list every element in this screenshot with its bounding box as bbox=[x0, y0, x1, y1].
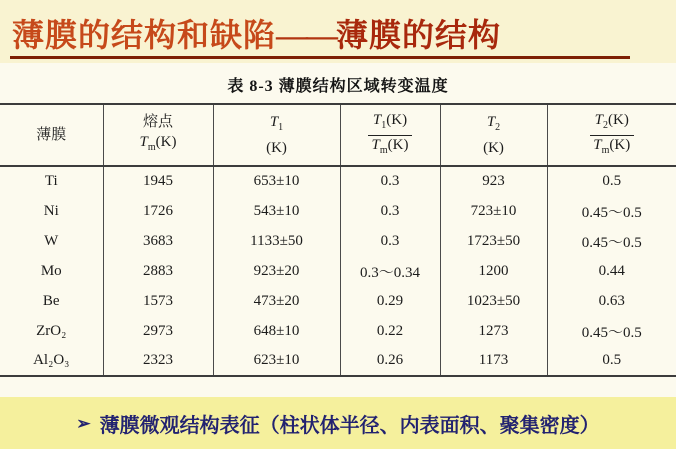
slide-title-dash: —— bbox=[276, 17, 337, 53]
cell-t1-ratio: 0.3 bbox=[340, 196, 440, 226]
cell-film: Ni bbox=[43, 202, 59, 219]
cell-tm: 2323 bbox=[103, 346, 213, 376]
film-structure-table bbox=[0, 103, 676, 377]
header-film: 薄膜 bbox=[36, 127, 67, 143]
table-row bbox=[0, 226, 676, 256]
header-t1-tm-ratio bbox=[340, 104, 440, 166]
cell-film: Be bbox=[42, 292, 60, 309]
cell-tm: 1726 bbox=[103, 196, 213, 226]
cell-film: Ti bbox=[44, 173, 58, 189]
cell-film: ZrO₂ bbox=[36, 322, 67, 339]
cell-t2: 723±10 bbox=[440, 196, 547, 226]
title-underline bbox=[10, 56, 630, 59]
t1-tm-fraction: $\frac{T_1(K)}{T_m(K)}$ bbox=[368, 112, 412, 159]
cell-t2-ratio: 0.5 bbox=[547, 346, 676, 376]
bottom-bullet-text: 薄膜微观结构表征（柱状体半径、内表面积、聚集密度） bbox=[99, 414, 600, 437]
cell-t1: 473±20 bbox=[213, 286, 340, 316]
table-row bbox=[0, 316, 676, 346]
cell-t1: 1133±50 bbox=[213, 226, 340, 256]
cell-tm: 1945 bbox=[103, 166, 213, 196]
cell-t1: 648±10 bbox=[213, 316, 340, 346]
cell-film: Al₂O₃ bbox=[33, 352, 70, 368]
cell-t2: 1173 bbox=[440, 346, 547, 376]
header-t2-tm-ratio bbox=[547, 104, 676, 166]
table-row bbox=[0, 286, 676, 316]
cell-film: W bbox=[44, 232, 59, 249]
cell-t1-ratio: 0.29 bbox=[340, 286, 440, 316]
table-caption: 表 8-3 薄膜结构区域转变温度 bbox=[227, 78, 449, 95]
cell-t2-ratio: 0.5 bbox=[547, 166, 676, 196]
cell-t2-ratio: 0.45～0.5 bbox=[547, 316, 676, 346]
header-t1: $T_1$ (K) bbox=[213, 104, 340, 166]
cell-t1-ratio: 0.26 bbox=[340, 346, 440, 376]
header-melting-point: 熔点 $T_m(K)$ bbox=[103, 104, 213, 166]
slide-title-sub: 薄膜的结构 bbox=[336, 17, 502, 53]
table-panel bbox=[0, 63, 676, 397]
cell-tm: 2883 bbox=[103, 256, 213, 286]
cell-t2-ratio: 0.44 bbox=[547, 256, 676, 286]
table-header-row bbox=[0, 104, 676, 166]
table-row bbox=[0, 196, 676, 226]
cell-t1: 623±10 bbox=[213, 346, 340, 376]
table-row bbox=[0, 346, 676, 376]
t2-tm-fraction: $\frac{T_2(K)}{T_m(K)}$ bbox=[590, 112, 634, 159]
table-row bbox=[0, 256, 676, 286]
cell-t2: 1723±50 bbox=[440, 226, 547, 256]
cell-t1: 543±10 bbox=[213, 196, 340, 226]
cell-t1-ratio: 0.22 bbox=[340, 316, 440, 346]
cell-t2-ratio: 0.45～0.5 bbox=[547, 226, 676, 256]
cell-t2: 923 bbox=[440, 166, 547, 196]
cell-t1-ratio: 0.3 bbox=[340, 166, 440, 196]
cell-tm: 3683 bbox=[103, 226, 213, 256]
slide-title-main: 薄膜的结构和缺陷 bbox=[12, 17, 277, 53]
cell-film: Mo bbox=[40, 262, 62, 279]
table-row bbox=[0, 166, 676, 196]
cell-t1: 653±10 bbox=[213, 166, 340, 196]
bottom-highlight-bar bbox=[0, 397, 676, 449]
cell-t2: 1273 bbox=[440, 316, 547, 346]
cell-t2-ratio: 0.45～0.5 bbox=[547, 196, 676, 226]
header-t2: $T_2$ (K) bbox=[440, 104, 547, 166]
cell-tm: 1573 bbox=[103, 286, 213, 316]
cell-t1: 923±20 bbox=[213, 256, 340, 286]
cell-t2: 1023±50 bbox=[440, 286, 547, 316]
cell-t2-ratio: 0.63 bbox=[547, 286, 676, 316]
cell-t2: 1200 bbox=[440, 256, 547, 286]
cell-tm: 2973 bbox=[103, 316, 213, 346]
cell-t1-ratio: 0.3 bbox=[340, 226, 440, 256]
slide-title bbox=[12, 10, 501, 56]
cell-t1-ratio: 0.3～0.34 bbox=[340, 256, 440, 286]
arrow-bullet-icon: ➢ bbox=[76, 414, 91, 433]
